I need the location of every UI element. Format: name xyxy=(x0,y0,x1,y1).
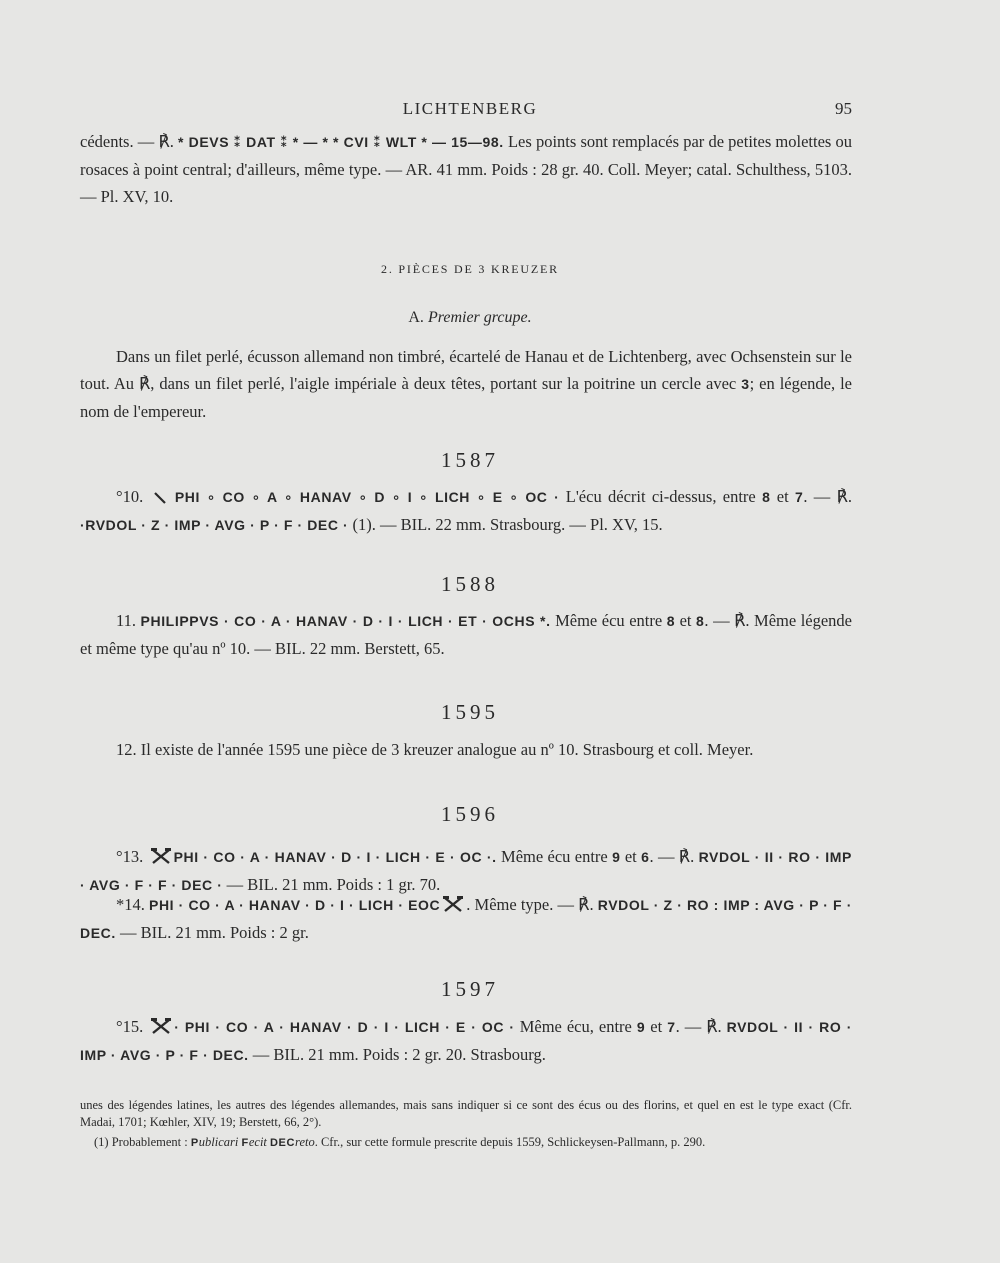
numeral: 3 xyxy=(741,376,750,392)
text: Même écu entre xyxy=(550,611,667,630)
obverse-legend: PHI · CO · A · HANAV · D · I · LICH · E · OC ·. xyxy=(173,849,497,865)
numeral: 8 xyxy=(696,613,705,629)
entry-12: 12. Il existe de l'année 1595 une pièce de 3 kreuzer analogue au nº 10. Strasbourg et coll. Meyer. xyxy=(116,740,754,759)
crossed-hammers-icon xyxy=(442,895,464,913)
footnote-1 xyxy=(80,1134,852,1152)
entry-number: °10. xyxy=(116,487,150,506)
text: ; en légende, le nom de l'empereur. xyxy=(80,374,852,421)
reverse-legend: RVDOL · II · RO · IMP · AVG · P · F · DEC. xyxy=(80,1019,852,1063)
intro-paragraph xyxy=(80,128,852,210)
text: L'écu décrit ci-dessus, entre xyxy=(559,487,763,506)
reverse-legend: RVDOL · II · RO · IMP · AVG · F · F · DEC · xyxy=(80,849,852,893)
abbrev-letter: P xyxy=(190,1137,199,1149)
abbrev-letter: F xyxy=(241,1137,249,1149)
running-header-title: LICHTENBERG xyxy=(402,99,538,118)
text: Dans un filet perlé, écusson allemand non timbré, écartelé de Hanau et de Lichtenberg, avec Ochsenstein sur le tout. Au ℟, dans un filet perlé, l'aigle impériale à deux têtes, portant sur la poitrine un cercle avec xyxy=(80,347,852,393)
numeral: 9 xyxy=(612,849,621,865)
footnote-continuation: unes des légendes latines, les autres des légendes allemandes, mais sans indiquer si ce sont des écus ou des florins, et quel en est le type exact (Cfr. Madai, 1701; Kœhler, XIV, 19; Berstett, 66, 2°). xyxy=(80,1098,852,1129)
entry-11 xyxy=(80,607,852,662)
text: . Cfr., sur cette formule prescrite depuis 1559, Schlickeysen-Pallmann, p. 290. xyxy=(314,1135,706,1149)
text: et xyxy=(675,611,697,630)
group-title: Premier grcupe. xyxy=(427,309,532,326)
reverse-legend: RVDOL · Z · RO : IMP : AVG · P · F · DEC. xyxy=(80,897,852,941)
text: et xyxy=(770,487,795,506)
crossed-hammers-icon xyxy=(150,847,172,865)
text: — BIL. 21 mm. Poids : 1 gr. 70. xyxy=(222,875,441,894)
crossed-hammers-icon xyxy=(150,1017,172,1035)
text: Même écu, entre xyxy=(514,1017,637,1036)
entry-number: °15. xyxy=(116,1017,149,1036)
entry-number: *14. xyxy=(116,895,150,914)
text: reto xyxy=(295,1135,315,1149)
numeral: 8 xyxy=(666,613,676,629)
entry-10 xyxy=(80,483,852,539)
text: . — ℟. xyxy=(675,1017,727,1036)
year-heading-1597: 1597 xyxy=(441,977,499,1001)
text: . — ℟. xyxy=(649,847,699,866)
text: et xyxy=(645,1017,668,1036)
numeral: 6 xyxy=(641,849,650,865)
text: ecit xyxy=(248,1135,271,1149)
text: ublicari xyxy=(198,1135,242,1149)
text: . — ℟. Même légende et même type qu'au nº 10. — BIL. 22 mm. Berstett, 65. xyxy=(80,611,852,658)
obverse-legend: PHI · CO · A · HANAV · D · I · LICH · EOC xyxy=(149,897,441,913)
text: Même écu entre xyxy=(496,847,613,866)
numeral: 8 xyxy=(762,489,771,505)
obverse-legend: · PHI · CO · A · HANAV · D · I · LICH · E · OC · xyxy=(174,1019,515,1035)
text: (1). — BIL. 22 mm. Strasbourg. — Pl. XV, 15. xyxy=(348,515,663,534)
text: . Même type. — ℟. xyxy=(466,895,598,914)
numeral: 9 xyxy=(636,1019,646,1035)
numeral: 7 xyxy=(667,1019,676,1035)
text: . — ℟. xyxy=(803,487,852,506)
entry-number: 11. xyxy=(116,611,141,630)
coin-legend: * DEVS ⁑ DAT ⁑ * — * * CVI ⁑ WLT * — 15—98. xyxy=(178,134,504,150)
section-heading: 2. PIÈCES DE 3 KREUZER xyxy=(381,262,559,276)
numeral: 7 xyxy=(794,489,804,505)
year-heading-1596: 1596 xyxy=(441,802,499,826)
entry-15 xyxy=(80,1013,852,1069)
abbrev-letter: DEC xyxy=(270,1137,296,1149)
group-prefix: A. xyxy=(408,309,428,326)
entry-14 xyxy=(80,891,852,947)
obverse-legend: PHILIPPVS · CO · A · HANAV · D · I · LICH · ET · OCHS *. xyxy=(140,613,551,629)
text: — BIL. 21 mm. Poids : 2 gr. xyxy=(115,923,309,942)
year-heading-1588: 1588 xyxy=(441,572,499,596)
mint-mark-icon xyxy=(152,490,167,505)
group-heading xyxy=(0,309,940,327)
reverse-legend: ·RVDOL · Z · IMP · AVG · P · F · DEC · xyxy=(80,517,349,533)
description-paragraph xyxy=(80,343,852,425)
text: et xyxy=(620,847,642,866)
obverse-legend: PHI ∘ CO ∘ A ∘ HANAV ∘ D ∘ I ∘ LICH ∘ E ∘ OC · xyxy=(174,489,560,505)
text: Les points sont remplacés par de petites molettes ou rosaces à point central; d'ailleurs, même type. — AR. 41 mm. Poids : 28 gr. 40. Coll. Meyer; catal. Schulthess, 5103. — Pl. XV, 10. xyxy=(80,132,853,206)
entry-number: °13. xyxy=(116,847,148,866)
text: (1) Probablement : xyxy=(94,1135,191,1149)
page-number: 95 xyxy=(835,99,852,118)
year-heading-1587: 1587 xyxy=(441,448,499,472)
year-heading-1595: 1595 xyxy=(441,700,499,724)
text: — BIL. 21 mm. Poids : 2 gr. 20. Strasbourg. xyxy=(248,1045,546,1064)
text: cédents. — ℟. xyxy=(80,132,179,151)
